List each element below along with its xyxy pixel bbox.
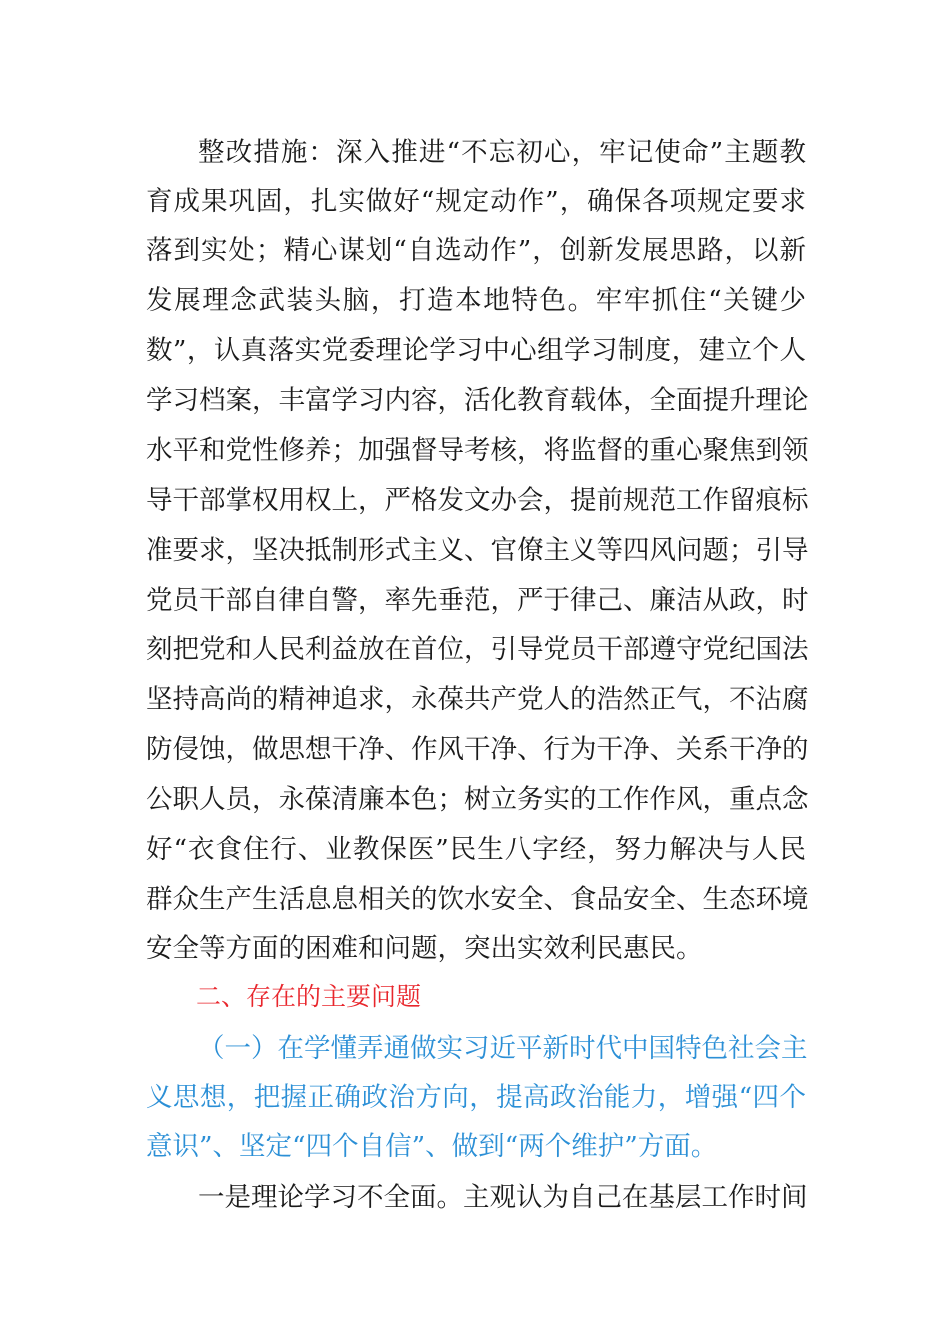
paragraph-line: 安全等方面的困难和问题，突出实效利民惠民。: [146, 933, 703, 964]
subsection-heading-line: 义思想，把握正确政治方向，提高政治能力，增强“四个: [146, 1082, 806, 1113]
section-heading: 二、存在的主要问题: [196, 982, 422, 1011]
paragraph-line: 落到实处；精心谋划“自选动作”，创新发展思路，以新: [146, 235, 806, 266]
paragraph-line: 数”，认真落实党委理论学习中心组学习制度，建立个人: [146, 335, 806, 366]
paragraph-line: 防侵蚀，做思想干净、作风干净、行为干净、关系干净的: [146, 734, 809, 765]
paragraph-line: 水平和党性修养；加强督导考核，将监督的重心聚焦到领: [146, 435, 809, 466]
paragraph-line: 好“衣食住行、业教保医”民生八字经，努力解决与人民: [146, 834, 806, 865]
paragraph-line: 发展理念武装头脑，打造本地特色。牢牢抓住“关键少: [146, 285, 806, 316]
paragraph-line: 学习档案，丰富学习内容，活化教育载体，全面提升理论: [146, 385, 809, 416]
paragraph-line: 准要求，坚决抵制形式主义、官僚主义等四风问题；引导: [146, 535, 809, 566]
paragraph-line: 育成果巩固，扎实做好“规定动作”，确保各项规定要求: [146, 186, 806, 217]
paragraph-line: 党员干部自律自警，率先垂范，严于律己、廉洁从政，时: [146, 585, 809, 616]
subsection-heading-line: （一）在学懂弄通做实习近平新时代中国特色社会主: [198, 1033, 808, 1064]
paragraph-line: 整改措施：深入推进“不忘初心，牢记使命”主题教: [198, 137, 806, 168]
paragraph-line: 导干部掌权用权上，严格发文办会，提前规范工作留痕标: [146, 485, 809, 516]
paragraph-line: 刻把党和人民利益放在首位，引导党员干部遵守党纪国法: [146, 634, 809, 665]
paragraph-line: 一是理论学习不全面。主观认为自己在基层工作时间: [198, 1182, 808, 1213]
paragraph-line: 坚持高尚的精神追求，永葆共产党人的浩然正气，不沾腐: [146, 684, 809, 715]
subsection-heading-line: 意识”、坚定“四个自信”、做到“两个维护”方面。: [146, 1131, 718, 1162]
paragraph-line: 公职人员，永葆清廉本色；树立务实的工作作风，重点念: [146, 784, 809, 815]
paragraph-line: 群众生产生活息息相关的饮水安全、食品安全、生态环境: [146, 884, 809, 915]
